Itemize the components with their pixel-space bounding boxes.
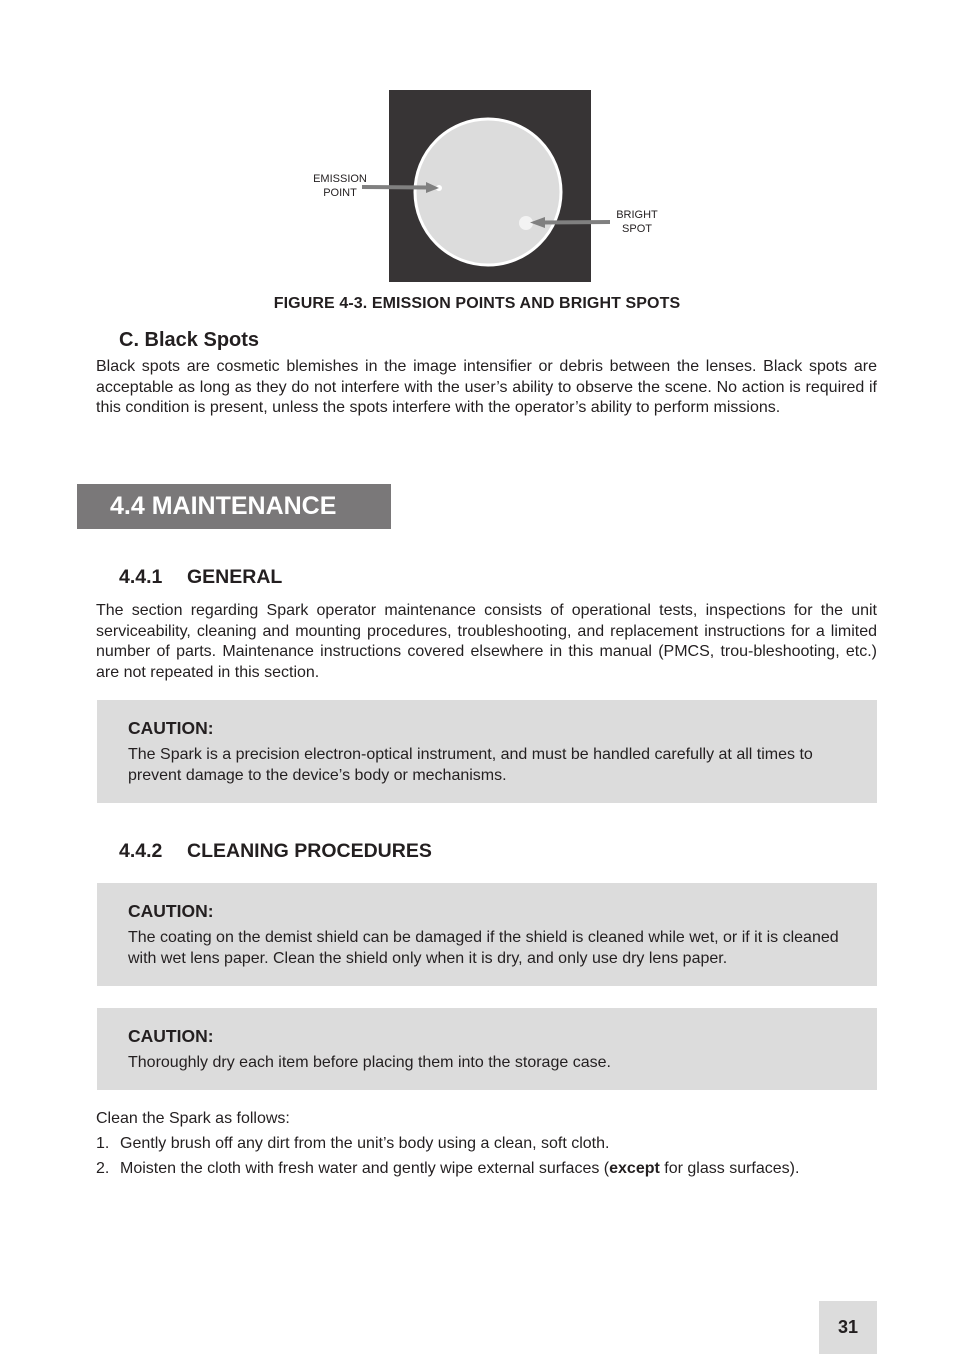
figure-tube-circle	[415, 119, 561, 265]
caution-box-storage	[97, 1008, 877, 1090]
caution-text: The Spark is a precision electron-optical instrument, and must be handled carefully at all times to prevent damage to the device’s body or mechanisms.	[128, 746, 813, 784]
page-number: 31	[819, 1301, 877, 1354]
list-item	[96, 1134, 886, 1155]
list-item	[96, 1159, 886, 1180]
emission-point-label-line1: EMISSION	[313, 173, 367, 185]
cleaning-steps-list	[96, 1134, 886, 1184]
cleaning-intro: Clean the Spark as follows:	[96, 1110, 290, 1127]
bright-spot-dot	[519, 216, 533, 230]
bright-spot-label-line2: SPOT	[622, 223, 652, 235]
emission-point-label	[304, 172, 376, 200]
black-spots-heading: C. Black Spots	[119, 329, 260, 351]
list-item-number: 2.	[96, 1160, 110, 1177]
caution-box-general	[97, 700, 877, 803]
list-item-text-bold: except	[609, 1160, 660, 1177]
bright-spot-label-line1: BRIGHT	[616, 209, 658, 221]
caution-text: The coating on the demist shield can be damaged if the shield is cleaned while wet, or if it is cleaned with wet lens paper. Clean the shield only when it is dry, and only use dry lens paper.	[128, 929, 839, 967]
general-heading	[119, 566, 282, 589]
list-item-text: Gently brush off any dirt from the unit’s body using a clean, soft cloth.	[120, 1135, 610, 1152]
caution-title: CAUTION:	[128, 1026, 214, 1046]
general-text: The section regarding Spark operator maintenance consists of operational tests, inspections for the unit serviceability, cleaning and mounting procedures, troubleshooting, and replacement instructions for a limited number of parts. Maintenance instructions covered elsewhere in this manual (PMCS, trou-bleshooting, etc.) are not repeated in this section.	[96, 602, 877, 681]
bright-spot-label	[607, 208, 667, 236]
list-item-text	[120, 1159, 799, 1180]
general-heading-number: 4.4.1	[119, 566, 163, 588]
section-heading-maintenance: 4.4 MAINTENANCE	[77, 484, 391, 529]
cleaning-heading-title: CLEANING PROCEDURES	[187, 840, 432, 862]
caution-box-demist-shield	[97, 883, 877, 986]
caution-title: CAUTION:	[128, 901, 214, 921]
caution-title: CAUTION:	[128, 718, 214, 738]
black-spots-text: Black spots are cosmetic blemishes in the image intensifier or debris between the lenses. Black spots are acceptable as long as they do not interfere with the user’s ability to observe the scene. No action is required if this condition is present, unless the spots interfere with the operator’s ability to perform missions.	[96, 358, 877, 416]
general-heading-title: GENERAL	[187, 566, 283, 588]
figure-caption: FIGURE 4-3. EMISSION POINTS AND BRIGHT SPOTS	[273, 295, 681, 312]
cleaning-heading-number: 4.4.2	[119, 840, 163, 862]
list-item-text-post: for glass surfaces).	[659, 1160, 800, 1177]
list-item-text-pre: Moisten the cloth with fresh water and gently wipe external surfaces (	[120, 1160, 610, 1177]
caution-text: Thoroughly dry each item before placing them into the storage case.	[128, 1054, 611, 1071]
cleaning-heading	[119, 840, 432, 863]
list-item-number: 1.	[96, 1135, 110, 1152]
figure-emission-bright-spots	[300, 88, 670, 288]
emission-point-label-line2: POINT	[323, 187, 357, 199]
